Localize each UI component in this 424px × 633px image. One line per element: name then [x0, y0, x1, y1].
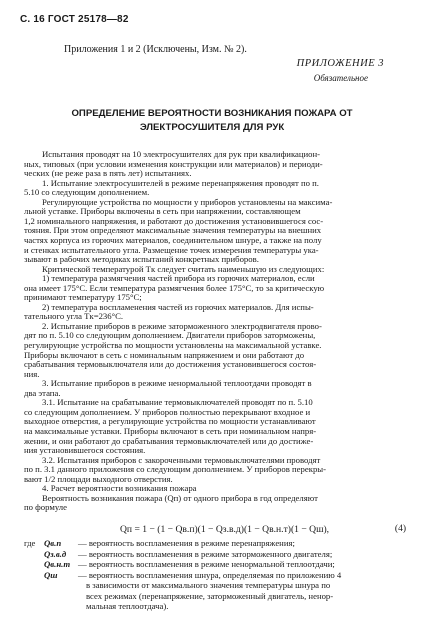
definition-prefix: где [24, 538, 36, 548]
definition-text: в зависимости от максимального значения температуры шнура по [86, 580, 331, 590]
section-title-line: ЭЛЕКТРОСУШИТЕЛЯ ДЛЯ РУК [139, 122, 285, 133]
body-line: Регулирующие устройства по мощности у приборов установлены на максима- [42, 196, 333, 207]
body-line: дят по п. 5.10 со следующим дополнением. Двигатели приборов заторможены, [24, 330, 316, 341]
definition-symbol: Qв.н.т [44, 559, 71, 569]
section-title-line: ОПРЕДЕЛЕНИЕ ВЕРОЯТНОСТИ ВОЗНИКАНИЯ ПОЖАРА ОТ [71, 108, 353, 119]
body-line: ных, типовых (при условии изменения конструкции или материалов) и периоди- [24, 158, 323, 169]
body-line: по п. 3.1 данного приложения со следующим дополнением. У приборов перекры- [24, 464, 327, 475]
body-line: Критической температурой Tк следует считать наименьшую из следующих: [42, 263, 325, 274]
body-line: 3.2. Испытания приборов с закороченными термовыключателями проводят [42, 454, 321, 465]
body-line: выходное отверстия, а регулирующие устройства по мощности устанавливают [24, 416, 316, 427]
body-line: вают 1/2 площади выходного отверстия. [24, 473, 173, 484]
body-line: 2. Испытание приборов в режиме заторможенного электродвигателя прово- [42, 320, 322, 331]
body-line: два этапа. [24, 387, 61, 398]
body-line: 3.1. Испытание на срабатывание термовыключателей проводят по п. 5.10 [42, 397, 313, 408]
body-line: льной уставке. Приборы включены в сеть при напряжении, составляющем [24, 206, 301, 217]
body-line: тояния. При этом определяют максимальные значения температуры на внешних [24, 225, 322, 236]
appendix-label: ПРИЛОЖЕНИЕ 3 [296, 58, 384, 69]
body-line: регулирующие устройства по мощности установлены на максимальной уставке. [24, 340, 322, 350]
definition-text: — вероятность воспламенения в режиме заторможенного двигателя; [78, 548, 333, 559]
body-line: 1,2 номинального напряжения, и работают до достижения установившегося сос- [24, 215, 324, 226]
body-line: 5.10 со следующим дополнением. [24, 187, 150, 198]
definition-text: — вероятность воспламенения шнура, определяемая по приложению 4 [78, 569, 342, 580]
body-line: ния установившегося состояния. [24, 445, 146, 456]
body-line: зывают в рабочих методиках испытаний конкретных приборов. [24, 254, 259, 265]
body-line: по формуле [24, 502, 67, 513]
body-line: 2) температура воспламенения частей из горючих материалов. Для испы- [42, 301, 314, 312]
body-line: она имеет 175°С. Если температура размягчения более 175°С, то за критическую [24, 282, 325, 293]
body-line: 1) температура размягчения частей прибора из горючих материалов, если [42, 273, 315, 284]
body-line: ния. [24, 368, 40, 379]
definition-text: — вероятность воспламенения в режиме ненормальной теплоотдачи; [78, 559, 335, 569]
formula-number: (4) [394, 524, 406, 534]
body-line: частях корпуса из горючих материалов, соединительном шнуре, а также на полу [24, 234, 322, 245]
body-line: на максимальные уставки. Приборы включают в сеть при номинальном напря- [24, 425, 317, 436]
body-line: и стенках испытательного угла. Размещение точек измерения температуры ука- [24, 244, 319, 255]
body-line: со следующим дополнением. У приборов полностью перекрывают входное и [24, 406, 311, 417]
definition-text: всех режимах (перенапряжение, заторможенный двигатель, ненор- [86, 590, 334, 601]
body-line: 4. Расчет вероятности возникания пожара [42, 483, 197, 494]
body-line: 1. Испытание электросушителей в режиме перенапряжения проводят по п. [42, 177, 319, 188]
body-line: Вероятность возникания пожара (Qп) от одного прибора в год определяют [42, 492, 318, 503]
change-note: Приложения 1 и 2 (Исключены, Изм. № 2). [64, 44, 247, 55]
body-line: принимают температуру 175°С; [24, 292, 142, 303]
body-line: Приборы включают в сеть с номинальным напряжением и они работают до [24, 349, 305, 360]
formula: Qп = 1 − (1 − Qв.п)(1 − Qз.в.д)(1 − Qв.н.т)(1 − Qш), [120, 524, 330, 535]
definition-symbol: Qв.п [44, 538, 62, 548]
definition-text: мальная теплоотдача). [86, 601, 169, 611]
appendix-status: Обязательное [313, 73, 368, 83]
definition-text: — вероятность воспламенения в режиме перенапряжения; [78, 538, 295, 548]
definition-symbol: Qз.в.д [44, 548, 67, 559]
page-header: С. 16 ГОСТ 25178—82 [20, 14, 129, 25]
body-line: ческих (не реже раза в пять лет) испытаниях. [24, 168, 192, 179]
body-line: срабатывания термовыключателя или до достижения установившегося состоя- [24, 359, 317, 370]
body-line: тательного угла Tк=236°С. [24, 311, 124, 322]
body-line: жении, и они работают до срабатывания термовыключателей или до достиже- [24, 435, 314, 446]
body-line: Испытания проводят на 10 электросушителях для рук при квалификацион- [42, 149, 321, 159]
definition-symbol: Qш [44, 569, 58, 580]
body-line: 3. Испытание приборов в режиме ненормальной теплоотдачи проводят в [42, 378, 312, 389]
